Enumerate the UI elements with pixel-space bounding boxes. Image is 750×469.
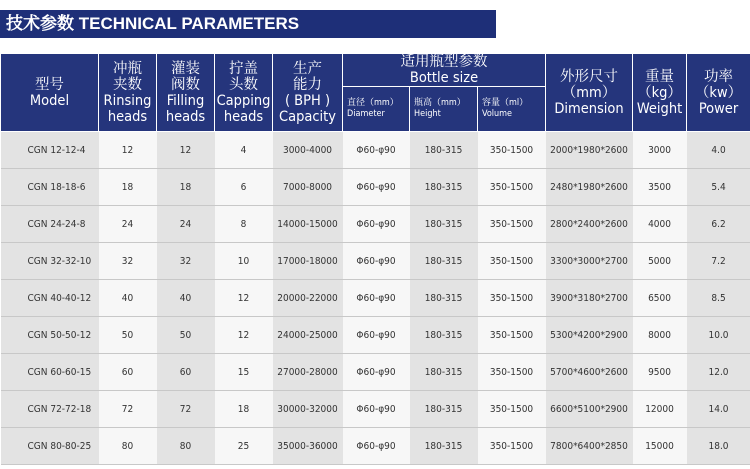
cell-capacity: 24000-25000 xyxy=(273,317,343,354)
cell-capping-heads: 18 xyxy=(215,391,273,428)
cell-power: 12.0 xyxy=(687,354,750,391)
cell-power: 10.0 xyxy=(687,317,750,354)
cell-capping-heads: 8 xyxy=(215,206,273,243)
cell-model: CGN 40-40-12 xyxy=(1,280,99,317)
cell-weight: 4000 xyxy=(633,206,687,243)
header-weight: 重量 （kg） Weight xyxy=(633,54,687,132)
cell-model: CGN 50-50-12 xyxy=(1,317,99,354)
section-title-banner xyxy=(0,10,496,38)
cell-height: 180-315 xyxy=(410,132,478,169)
cell-rinsing-heads: 12 xyxy=(99,132,157,169)
cell-dimension: 2800*2400*2600 xyxy=(546,206,633,243)
cell-rinsing-heads: 18 xyxy=(99,169,157,206)
cell-height: 180-315 xyxy=(410,169,478,206)
header-diameter: 直径（mm） Diameter xyxy=(343,87,410,132)
cell-height: 180-315 xyxy=(410,206,478,243)
cell-capping-heads: 25 xyxy=(215,428,273,465)
table-row xyxy=(1,206,750,243)
header-rinsing-heads: 冲瓶 夹数 Rinsing heads xyxy=(99,54,157,132)
cell-height: 180-315 xyxy=(410,428,478,465)
cell-filling-heads: 60 xyxy=(157,354,215,391)
cell-volume: 350-1500 xyxy=(478,280,546,317)
header-capping-heads: 拧盖 头数 Capping heads xyxy=(215,54,273,132)
cell-dimension: 5700*4600*2600 xyxy=(546,354,633,391)
cell-power: 14.0 xyxy=(687,391,750,428)
cell-dimension: 3900*3180*2700 xyxy=(546,280,633,317)
table-row xyxy=(1,428,750,465)
cell-power: 6.2 xyxy=(687,206,750,243)
cell-power: 5.4 xyxy=(687,169,750,206)
table-row xyxy=(1,317,750,354)
cell-power: 7.2 xyxy=(687,243,750,280)
cell-capacity: 7000-8000 xyxy=(273,169,343,206)
cell-diameter: Φ60-φ90 xyxy=(343,280,410,317)
cell-capping-heads: 12 xyxy=(215,317,273,354)
cell-power: 18.0 xyxy=(687,428,750,465)
cell-rinsing-heads: 80 xyxy=(99,428,157,465)
cell-weight: 3000 xyxy=(633,132,687,169)
header-volume: 容量（ml） Volume xyxy=(478,87,546,132)
cell-capping-heads: 10 xyxy=(215,243,273,280)
cell-power: 8.5 xyxy=(687,280,750,317)
cell-height: 180-315 xyxy=(410,317,478,354)
cell-volume: 350-1500 xyxy=(478,132,546,169)
cell-volume: 350-1500 xyxy=(478,391,546,428)
table-row xyxy=(1,243,750,280)
table-row xyxy=(1,169,750,206)
cell-filling-heads: 80 xyxy=(157,428,215,465)
header-filling-heads: 灌装 阀数 Filling heads xyxy=(157,54,215,132)
table-row xyxy=(1,280,750,317)
cell-capacity: 35000-36000 xyxy=(273,428,343,465)
cell-filling-heads: 12 xyxy=(157,132,215,169)
cell-filling-heads: 32 xyxy=(157,243,215,280)
cell-height: 180-315 xyxy=(410,391,478,428)
cell-volume: 350-1500 xyxy=(478,243,546,280)
technical-parameters-table xyxy=(0,53,750,465)
cell-capacity: 17000-18000 xyxy=(273,243,343,280)
cell-model: CGN 12-12-4 xyxy=(1,132,99,169)
section-title: 技术参数 TECHNICAL PARAMETERS xyxy=(6,14,300,33)
cell-dimension: 7800*6400*2850 xyxy=(546,428,633,465)
cell-capacity: 14000-15000 xyxy=(273,206,343,243)
cell-capacity: 3000-4000 xyxy=(273,132,343,169)
cell-diameter: Φ60-φ90 xyxy=(343,206,410,243)
header-bottle-size: 适用瓶型参数 Bottle size xyxy=(343,54,546,87)
header-power: 功率 （kw） Power xyxy=(687,54,750,132)
cell-diameter: Φ60-φ90 xyxy=(343,428,410,465)
cell-model: CGN 18-18-6 xyxy=(1,169,99,206)
cell-capping-heads: 15 xyxy=(215,354,273,391)
cell-model: CGN 24-24-8 xyxy=(1,206,99,243)
cell-volume: 350-1500 xyxy=(478,317,546,354)
cell-dimension: 5300*4200*2900 xyxy=(546,317,633,354)
cell-power: 4.0 xyxy=(687,132,750,169)
cell-volume: 350-1500 xyxy=(478,354,546,391)
cell-volume: 350-1500 xyxy=(478,428,546,465)
cell-diameter: Φ60-φ90 xyxy=(343,243,410,280)
cell-filling-heads: 72 xyxy=(157,391,215,428)
header-model: 型号 Model xyxy=(1,54,99,132)
cell-weight: 5000 xyxy=(633,243,687,280)
cell-dimension: 6600*5100*2900 xyxy=(546,391,633,428)
cell-capping-heads: 6 xyxy=(215,169,273,206)
cell-model: CGN 60-60-15 xyxy=(1,354,99,391)
cell-weight: 3500 xyxy=(633,169,687,206)
cell-weight: 15000 xyxy=(633,428,687,465)
cell-diameter: Φ60-φ90 xyxy=(343,391,410,428)
table-row xyxy=(1,354,750,391)
cell-capping-heads: 4 xyxy=(215,132,273,169)
cell-rinsing-heads: 60 xyxy=(99,354,157,391)
cell-diameter: Φ60-φ90 xyxy=(343,132,410,169)
cell-height: 180-315 xyxy=(410,280,478,317)
cell-filling-heads: 24 xyxy=(157,206,215,243)
cell-rinsing-heads: 40 xyxy=(99,280,157,317)
cell-diameter: Φ60-φ90 xyxy=(343,354,410,391)
header-capacity: 生产 能力 ( BPH ) Capacity xyxy=(273,54,343,132)
cell-dimension: 3300*3000*2700 xyxy=(546,243,633,280)
cell-height: 180-315 xyxy=(410,243,478,280)
cell-volume: 350-1500 xyxy=(478,169,546,206)
cell-filling-heads: 40 xyxy=(157,280,215,317)
header-dimension: 外形尺寸 （mm） Dimension xyxy=(546,54,633,132)
cell-filling-heads: 50 xyxy=(157,317,215,354)
cell-weight: 8000 xyxy=(633,317,687,354)
cell-capping-heads: 12 xyxy=(215,280,273,317)
cell-weight: 12000 xyxy=(633,391,687,428)
cell-diameter: Φ60-φ90 xyxy=(343,169,410,206)
cell-model: CGN 80-80-25 xyxy=(1,428,99,465)
cell-capacity: 27000-28000 xyxy=(273,354,343,391)
table-row xyxy=(1,132,750,169)
cell-capacity: 20000-22000 xyxy=(273,280,343,317)
cell-rinsing-heads: 24 xyxy=(99,206,157,243)
cell-dimension: 2480*1980*2600 xyxy=(546,169,633,206)
header-height: 瓶高（mm） Height xyxy=(410,87,478,132)
cell-weight: 9500 xyxy=(633,354,687,391)
cell-rinsing-heads: 50 xyxy=(99,317,157,354)
cell-weight: 6500 xyxy=(633,280,687,317)
cell-model: CGN 72-72-18 xyxy=(1,391,99,428)
cell-dimension: 2000*1980*2600 xyxy=(546,132,633,169)
cell-height: 180-315 xyxy=(410,354,478,391)
table-row xyxy=(1,391,750,428)
cell-diameter: Φ60-φ90 xyxy=(343,317,410,354)
cell-capacity: 30000-32000 xyxy=(273,391,343,428)
cell-rinsing-heads: 32 xyxy=(99,243,157,280)
cell-rinsing-heads: 72 xyxy=(99,391,157,428)
cell-model: CGN 32-32-10 xyxy=(1,243,99,280)
cell-filling-heads: 18 xyxy=(157,169,215,206)
cell-volume: 350-1500 xyxy=(478,206,546,243)
